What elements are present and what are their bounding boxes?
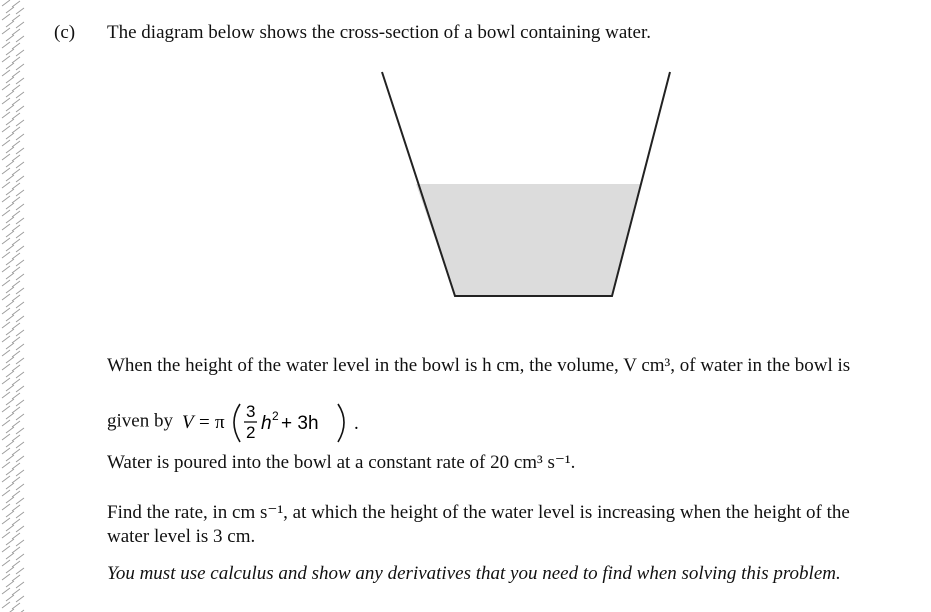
line2-prefix: given by xyxy=(107,410,173,432)
volume-formula xyxy=(180,398,430,446)
intro-text: The diagram below shows the cross-section of a bowl containing water. xyxy=(107,22,651,43)
text-line-2 xyxy=(107,398,430,446)
text-line-5: water level is 3 cm. xyxy=(107,526,256,547)
formula-pi: π xyxy=(214,412,225,433)
left-bracket xyxy=(234,404,240,442)
part-label: (c) xyxy=(54,22,76,43)
page-margin-hatching xyxy=(0,0,30,612)
right-bracket xyxy=(338,404,344,442)
bowl-diagram xyxy=(370,60,680,310)
formula-end: . xyxy=(353,413,359,434)
text-line-3: Water is poured into the bowl at a constant rate of 20 cm³ s⁻¹. xyxy=(107,452,576,473)
instruction-line: You must use calculus and show any derivatives that you need to find when solving this problem. xyxy=(107,563,841,584)
text-line-4: Find the rate, in cm s⁻¹, at which the height of the water level is increasing when the height of the xyxy=(107,502,850,523)
formula-h: h xyxy=(260,413,272,434)
formula-power: 2 xyxy=(271,409,279,423)
formula-plus-term: + 3h xyxy=(280,413,319,434)
frac-denominator: 2 xyxy=(245,423,256,442)
frac-numerator: 3 xyxy=(245,402,256,421)
text-line-1: When the height of the water level in the bowl is h cm, the volume, V cm³, of water in the bowl is xyxy=(107,355,851,376)
formula-eq: = xyxy=(198,412,210,433)
formula-v: V xyxy=(181,412,194,433)
